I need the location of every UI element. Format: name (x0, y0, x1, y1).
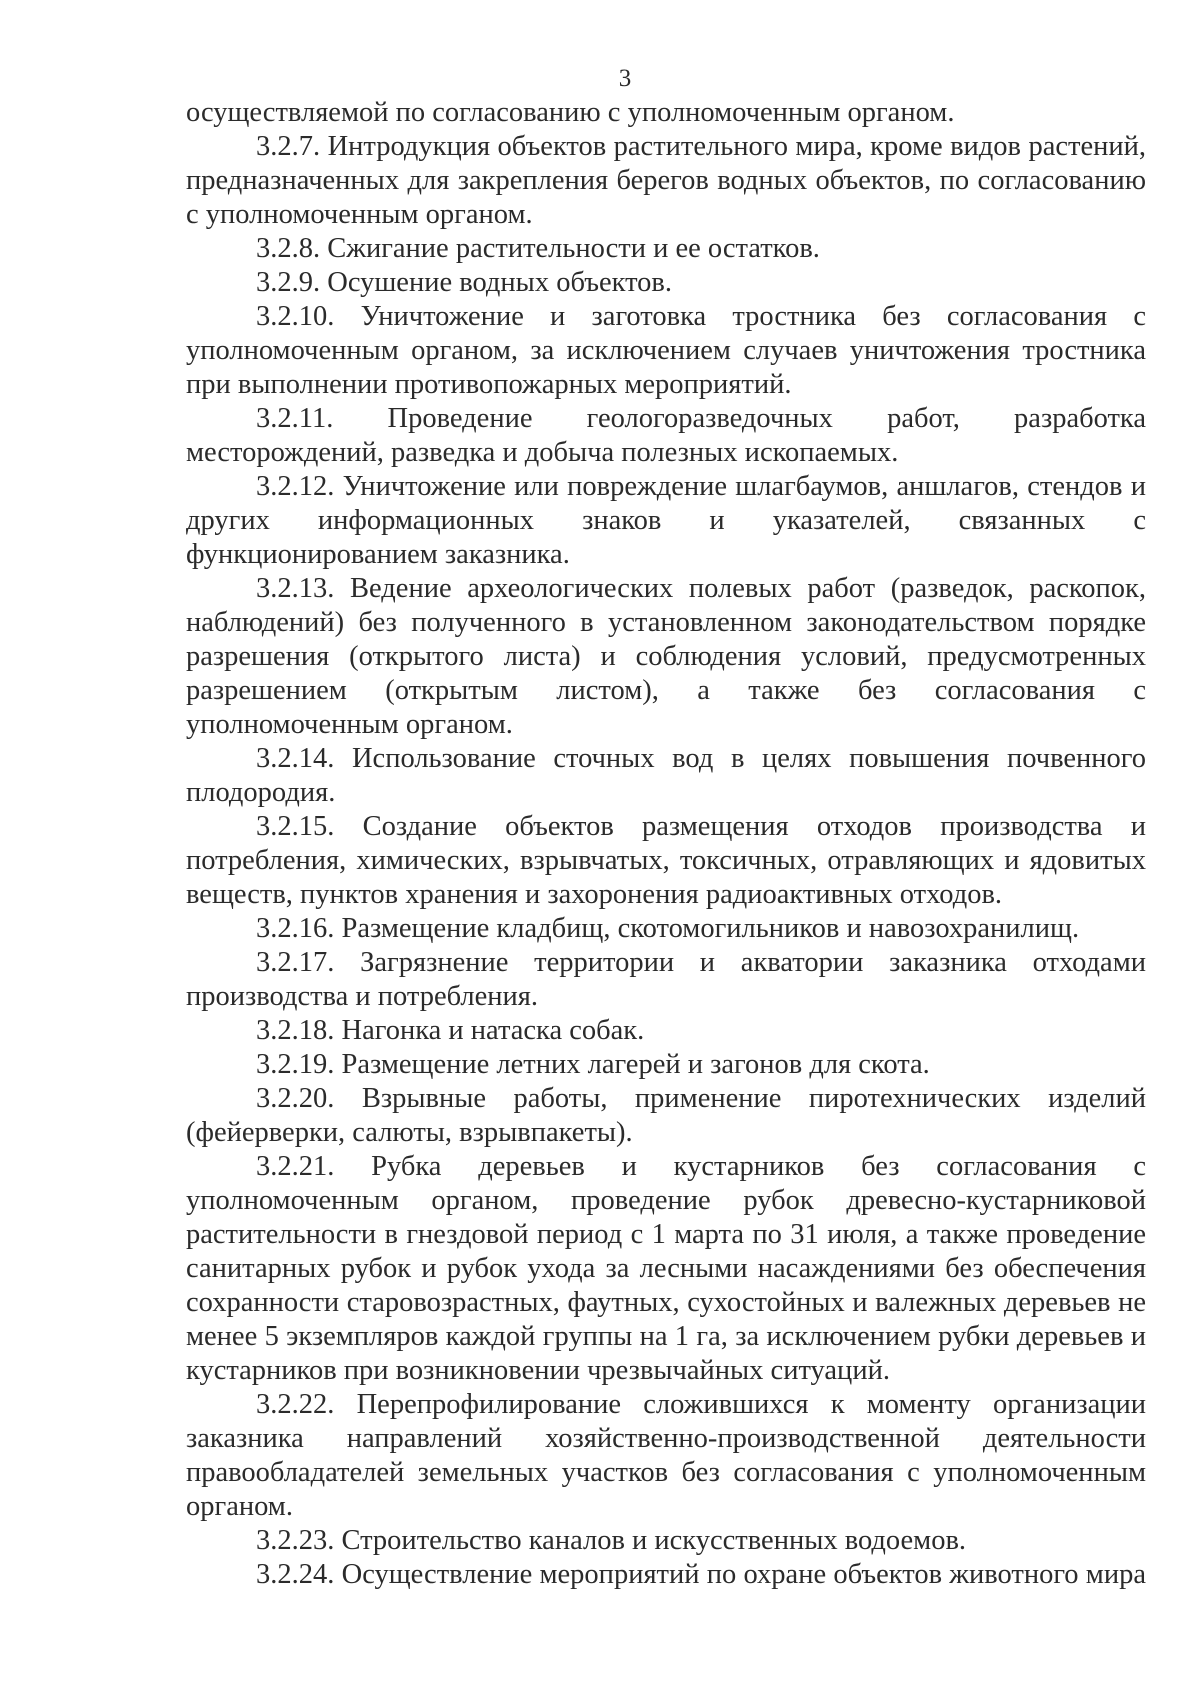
paragraph-3-2-7: 3.2.7. Интродукция объектов растительного мира, кроме видов растений, предназначенных для закрепления берегов водных объектов, по согласованию с уполномоченным органом. (186, 131, 1146, 230)
paragraph-3-2-13: 3.2.13. Ведение археологических полевых работ (разведок, раскопок, наблюдений) без полученного в установленном законодательством порядке разрешения (открытого листа) и соблюдения условий, предусмотренных разрешением (открытым листом), а также без согласования с уполномоченным органом. (186, 573, 1146, 740)
paragraph-continuation: осуществляемой по согласованию с уполномоченным органом. (186, 97, 955, 128)
paragraph-3-2-14: 3.2.14. Использование сточных вод в целях повышения почвенного плодородия. (186, 743, 1146, 808)
paragraph-3-2-16: 3.2.16. Размещение кладбищ, скотомогильников и навозохранилищ. (256, 913, 1080, 944)
paragraph-3-2-22: 3.2.22. Перепрофилирование сложившихся к моменту организации заказника направлений хозяйственно-производственной деятельности правообладателей земельных участков без согласования с уполномоченным органом. (186, 1389, 1146, 1522)
paragraph-3-2-10: 3.2.10. Уничтожение и заготовка тростника без согласования с уполномоченным органом, за исключением случаев уничтожения тростника при выполнении противопожарных мероприятий. (186, 301, 1146, 400)
paragraph-3-2-9: 3.2.9. Осушение водных объектов. (256, 267, 673, 298)
paragraph-3-2-19: 3.2.19. Размещение летних лагерей и загонов для скота. (256, 1049, 930, 1080)
paragraph-3-2-18: 3.2.18. Нагонка и натаска собак. (256, 1015, 645, 1046)
paragraph-3-2-12: 3.2.12. Уничтожение или повреждение шлагбаумов, аншлагов, стендов и других информационных знаков и указателей, связанных с функционированием заказника. (186, 471, 1146, 570)
paragraph-3-2-24: 3.2.24. Осуществление мероприятий по охране объектов животного мира (256, 1559, 1146, 1590)
paragraph-3-2-8: 3.2.8. Сжигание растительности и ее остатков. (256, 233, 820, 264)
paragraph-3-2-23: 3.2.23. Строительство каналов и искусственных водоемов. (256, 1525, 967, 1556)
paragraph-3-2-21: 3.2.21. Рубка деревьев и кустарников без согласования с уполномоченным органом, проведение рубок древесно-кустарниковой растительности в гнездовой период с 1 марта по 31 июля, а также проведение санитарных рубок и рубок ухода за лесными насаждениями без обеспечения сохранности старовозрастных, фаутных, сухостойных и валежных деревьев не менее 5 экземпляров каждой группы на 1 га, за исключением рубки деревьев и кустарников при возникновении чрезвычайных ситуаций. (186, 1151, 1146, 1386)
paragraph-3-2-17: 3.2.17. Загрязнение территории и акватории заказника отходами производства и потребления. (186, 947, 1146, 1012)
paragraph-3-2-11: 3.2.11. Проведение геологоразведочных работ, разработка месторождений, разведка и добыча полезных ископаемых. (186, 403, 1146, 468)
paragraph-3-2-15: 3.2.15. Создание объектов размещения отходов производства и потребления, химических, взрывчатых, токсичных, отравляющих и ядовитых веществ, пунктов хранения и захоронения радиоактивных отходов. (186, 811, 1146, 910)
page-number: 3 (618, 65, 632, 92)
document-body (186, 96, 1146, 1592)
paragraph-3-2-20: 3.2.20. Взрывные работы, применение пиротехнических изделий (фейерверки, салюты, взрывпакеты). (186, 1083, 1146, 1148)
